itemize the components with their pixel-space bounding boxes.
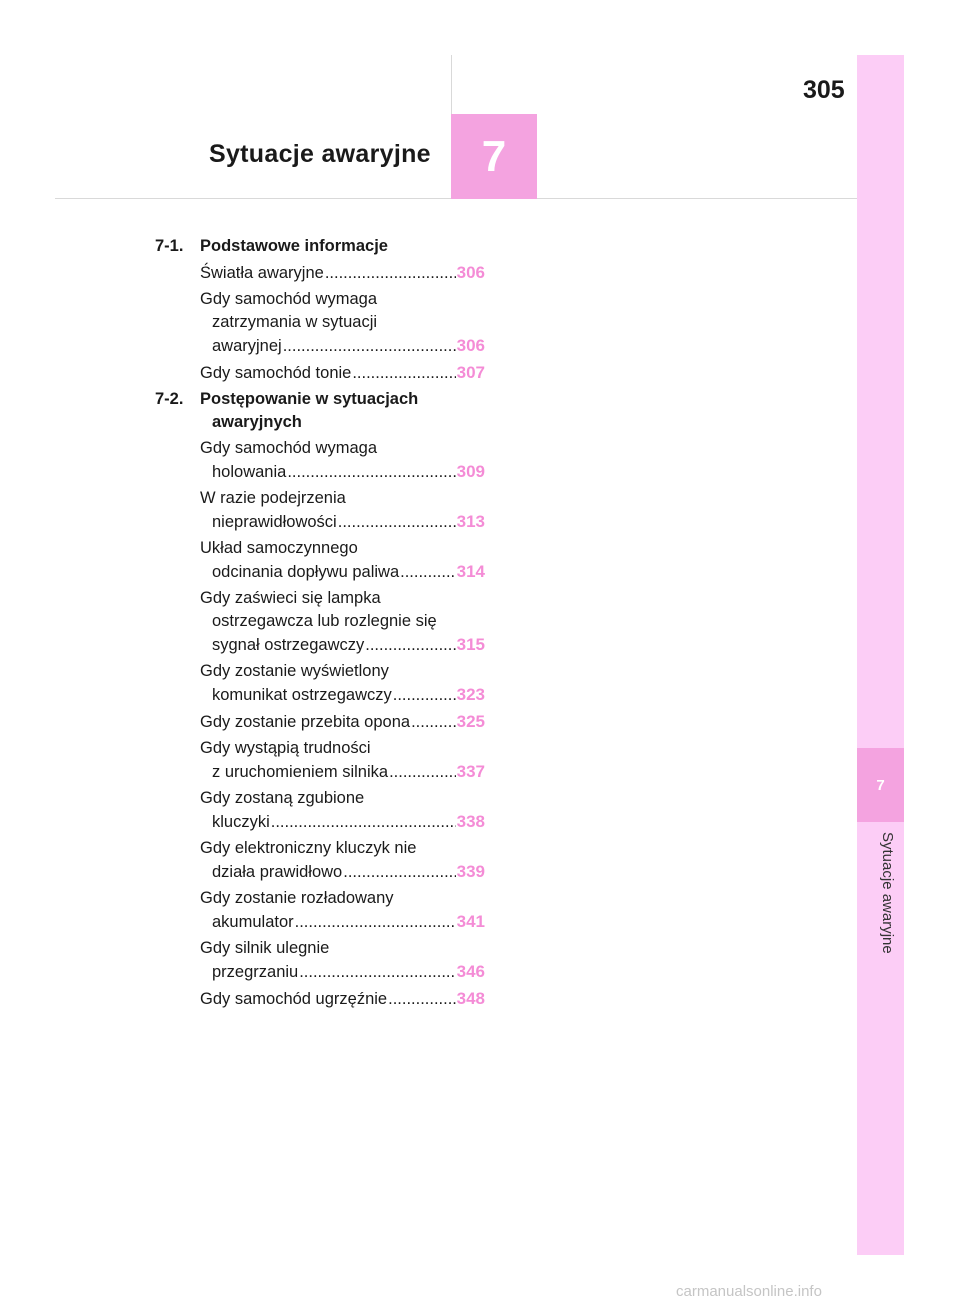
toc-entry[interactable] — [200, 737, 485, 784]
toc-entry-text: Układ samoczynnego — [200, 539, 358, 557]
toc-entry-text: Gdy samochód wymaga — [200, 439, 377, 457]
toc-section-title-line: awaryjnych — [212, 413, 302, 431]
toc-section-number: 7-2. — [155, 390, 184, 408]
dot-leader — [400, 561, 456, 584]
toc-page-link[interactable]: 337 — [456, 762, 485, 781]
toc-entry[interactable] — [200, 437, 485, 484]
toc-entry[interactable] — [200, 361, 485, 385]
toc-entry-text: przegrzaniu — [212, 963, 299, 981]
toc-entry-text: Gdy samochód wymaga — [200, 290, 377, 308]
side-tab-label: Sytuacje awaryjne — [879, 832, 896, 954]
toc-entry-text: nieprawidłowości — [212, 513, 337, 531]
toc-entry-line — [200, 710, 485, 734]
toc-entry-line — [200, 737, 485, 760]
chapter-number: 7 — [481, 131, 507, 181]
toc-entry-line — [200, 837, 485, 860]
dot-leader — [325, 262, 456, 285]
toc-section-title-line: Podstawowe informacje — [200, 237, 388, 255]
dot-leader — [365, 634, 455, 657]
dot-leader — [393, 684, 456, 707]
toc-entry-line — [200, 960, 485, 984]
toc-page-link[interactable]: 341 — [456, 912, 485, 931]
toc-page-link[interactable]: 313 — [456, 512, 485, 531]
toc-section-title — [200, 235, 485, 258]
toc-entry-text: W razie podejrzenia — [200, 489, 346, 507]
toc-section-heading — [155, 235, 485, 258]
toc-entry-line — [200, 560, 485, 584]
chapter-title: Sytuacje awaryjne — [209, 140, 431, 168]
toc-entry-text: komunikat ostrzegawczy — [212, 686, 392, 704]
toc-entry-text: kluczyki — [212, 813, 270, 831]
header-divider-vertical — [451, 55, 452, 115]
dot-leader — [287, 461, 455, 484]
toc-entry-line — [200, 361, 485, 385]
toc-page-link[interactable]: 314 — [456, 562, 485, 581]
toc-entry[interactable] — [200, 937, 485, 984]
dot-leader — [295, 911, 456, 934]
toc-entry-line — [200, 437, 485, 460]
toc-entry-text: z uruchomieniem silnika — [212, 763, 389, 781]
toc-entry-text: zatrzymania w sytuacji — [212, 313, 378, 331]
toc-page-link[interactable]: 309 — [456, 462, 485, 481]
toc-page-link[interactable]: 325 — [456, 712, 485, 731]
toc-entry-line — [200, 987, 485, 1011]
toc-entry-line — [200, 334, 485, 358]
watermark: carmanualsonline.info — [676, 1283, 822, 1300]
toc-page-link[interactable]: 306 — [456, 263, 485, 282]
toc-entry-line — [200, 510, 485, 534]
toc-entry-line — [200, 810, 485, 834]
toc-entry-text: holowania — [212, 463, 287, 481]
toc-entry-text: Gdy zostaną zgubione — [200, 789, 365, 807]
toc-entry-line — [200, 910, 485, 934]
toc-entry-line — [200, 587, 485, 610]
toc-entry[interactable] — [200, 537, 485, 584]
toc-page-link[interactable]: 315 — [456, 635, 485, 654]
toc-entry[interactable] — [200, 987, 485, 1011]
table-of-contents — [155, 235, 485, 1014]
toc-entry[interactable] — [200, 710, 485, 734]
toc-entry-text: Gdy zaświeci się lampka — [200, 589, 381, 607]
toc-entry-line — [200, 288, 485, 311]
toc-section-number: 7-1. — [155, 237, 184, 255]
toc-entry-line — [200, 610, 485, 633]
toc-entry-text: Gdy zostanie przebita opona — [200, 713, 411, 731]
toc-entry-text: awaryjnej — [212, 337, 282, 355]
toc-entry-line — [200, 937, 485, 960]
toc-page-link[interactable]: 346 — [456, 962, 485, 981]
toc-entry-text: działa prawidłowo — [212, 863, 343, 881]
dot-leader — [343, 861, 455, 884]
dot-leader — [388, 988, 456, 1011]
toc-entry-text: Gdy samochód tonie — [200, 364, 352, 382]
toc-entry[interactable] — [200, 837, 485, 884]
dot-leader — [352, 362, 455, 385]
toc-entry[interactable] — [200, 787, 485, 834]
toc-entry-text: Gdy silnik ulegnie — [200, 939, 330, 957]
toc-entry-line — [200, 633, 485, 657]
toc-entry[interactable] — [200, 587, 485, 657]
toc-entry[interactable] — [200, 887, 485, 934]
dot-leader — [283, 335, 456, 358]
page-number: 305 — [803, 76, 845, 104]
dot-leader — [271, 811, 456, 834]
toc-entry-line — [200, 487, 485, 510]
toc-entry-text: Gdy elektroniczny kluczyk nie — [200, 839, 417, 857]
toc-section-title — [200, 388, 485, 434]
toc-entry-line — [200, 760, 485, 784]
dot-leader — [411, 711, 456, 734]
toc-entry-text: Gdy wystąpią trudności — [200, 739, 371, 757]
toc-entry-line — [200, 683, 485, 707]
chapter-number-box — [451, 114, 537, 199]
toc-section-heading — [155, 388, 485, 434]
toc-entry-line — [200, 660, 485, 683]
toc-page-link[interactable]: 348 — [456, 989, 485, 1008]
toc-entry-text: odcinania dopływu paliwa — [212, 563, 400, 581]
toc-page-link[interactable]: 307 — [456, 363, 485, 382]
toc-entry[interactable] — [200, 261, 485, 285]
toc-entry-text: Gdy zostanie rozładowany — [200, 889, 394, 907]
toc-entry-line — [200, 787, 485, 810]
toc-entry-text: akumulator — [212, 913, 294, 931]
dot-leader — [389, 761, 456, 784]
toc-entry[interactable] — [200, 660, 485, 707]
toc-page-link[interactable]: 323 — [456, 685, 485, 704]
toc-entry-line — [200, 860, 485, 884]
toc-entry[interactable] — [200, 288, 485, 358]
toc-entry-line — [200, 460, 485, 484]
toc-entry-line — [200, 887, 485, 910]
toc-section-title-line: Postępowanie w sytuacjach — [200, 390, 419, 408]
toc-entry-text: Gdy samochód ugrzęźnie — [200, 990, 388, 1008]
toc-page-link[interactable]: 306 — [456, 336, 485, 355]
dot-leader — [299, 961, 455, 984]
dot-leader — [338, 511, 456, 534]
toc-entry-text: Gdy zostanie wyświetlony — [200, 662, 389, 680]
toc-entry[interactable] — [200, 487, 485, 534]
toc-entry-text: ostrzegawcza lub rozlegnie się — [212, 612, 437, 630]
side-tab-number: 7 — [876, 776, 885, 794]
toc-page-link[interactable]: 339 — [456, 862, 485, 881]
toc-entry-line — [200, 311, 485, 334]
toc-entry-line — [200, 537, 485, 560]
toc-entry-line — [200, 261, 485, 285]
toc-page-link[interactable]: 338 — [456, 812, 485, 831]
toc-entry-text: Światła awaryjne — [200, 264, 324, 282]
toc-entry-text: sygnał ostrzegawczy — [212, 636, 365, 654]
side-tab-chapter[interactable] — [857, 748, 904, 822]
side-strip — [857, 55, 904, 1255]
